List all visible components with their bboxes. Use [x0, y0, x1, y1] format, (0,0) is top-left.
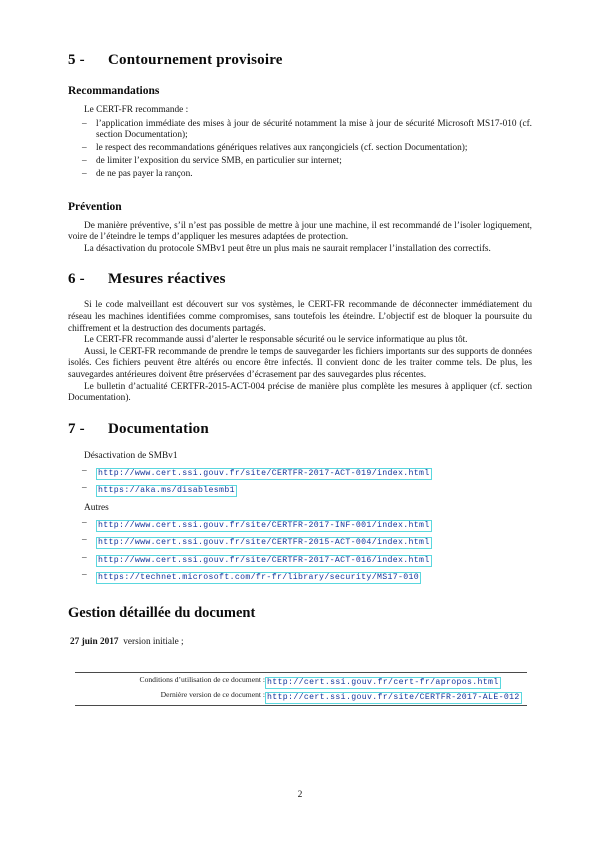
list-item: [68, 465, 532, 480]
doc-group-label-smbv1: Désactivation de SMBv1: [84, 450, 178, 461]
doc-link-list-autres: [68, 517, 532, 585]
doc-link[interactable]: https://technet.microsoft.com/fr-fr/library/security/MS17-010: [98, 573, 420, 583]
footer-link[interactable]: http://cert.ssi.gouv.fr/site/CERTFR-2017-ALE-012: [267, 693, 520, 702]
revision-date: 27 juin 2017: [70, 636, 119, 647]
doc-link[interactable]: http://www.cert.ssi.gouv.fr/site/CERTFR-2017-ACT-016/index.html: [98, 555, 430, 565]
list-item: [68, 569, 532, 584]
section-heading-mesures-reactives: [68, 271, 532, 288]
footer-bottom-rule: [75, 705, 527, 706]
footer-value: [265, 674, 527, 689]
revision-text: version initiale ;: [123, 636, 184, 647]
section-title: Mesures réactives: [108, 271, 226, 288]
footer-table: [75, 674, 527, 704]
table-row: [75, 674, 527, 689]
subsection-heading-prevention: Prévention: [68, 200, 122, 213]
recommandations-lead: Le CERT-FR recommande :: [84, 105, 189, 115]
section-number: 6 -: [68, 271, 85, 288]
doc-link[interactable]: http://www.cert.ssi.gouv.fr/site/CERTFR-2017-ACT-019/index.html: [98, 468, 430, 478]
doc-link[interactable]: https://aka.ms/disablesmb1: [98, 486, 235, 496]
subsection-heading-recommandations: Recommandations: [68, 85, 160, 97]
mesures-paragraph-4: Le bulletin d’actualité CERTFR-2015-ACT-004 précise de manière plus complète les mesures à appliquer (cf. section Documentation).: [68, 381, 532, 404]
section-heading-documentation: [68, 421, 532, 438]
footer-label: Dernière version de ce document :: [160, 690, 265, 699]
section-number: 7 -: [68, 420, 85, 437]
footer-link[interactable]: http://cert.ssi.gouv.fr/cert-fr/apropos.html: [267, 678, 499, 687]
doc-link[interactable]: http://www.cert.ssi.gouv.fr/site/CERTFR-2015-ACT-004/index.html: [98, 538, 430, 548]
prevention-paragraph-2: La désactivation du protocole SMBv1 peut être un plus mais ne saurait remplacer l’installation des correctifs.: [84, 243, 491, 254]
prevention-paragraph-1: De manière préventive, s’il n’est pas possible de mettre à jour une machine, il est recommandé de l’isoler logiquement, voire de l’éteindre le temps d’appliquer les mesures adaptées de protection.: [68, 220, 532, 243]
section-title: Documentation: [108, 420, 209, 437]
doc-link[interactable]: http://www.cert.ssi.gouv.fr/site/CERTFR-2017-INF-001/index.html: [98, 520, 430, 530]
list-item: [68, 534, 532, 549]
section-heading-gestion: Gestion détaillée du document: [68, 604, 256, 621]
mesures-paragraph-1: Si le code malveillant est découvert sur vos systèmes, le CERT-FR recommande de déconnecter immédiatement du réseau les machines identifiées comme compromises, sans toutefois les éteindre. L’objectif est de bloquer la poursuite du chiffrement et la destruction des documents partagés.: [68, 300, 532, 334]
page-footer: [75, 672, 527, 706]
table-row: [75, 689, 527, 704]
footer-label: Conditions d’utilisation de ce document :: [139, 675, 265, 684]
footer-value: [265, 689, 527, 704]
page-number: 2: [297, 790, 303, 800]
mesures-paragraph-3: Aussi, le CERT-FR recommande de prendre le temps de sauvegarder les fichiers importants sur des supports de données isolés. Ces fichiers peuvent être altérés ou encore être infectés. Il convient donc de les traiter comme tels. De plus, les sauvegardes antérieures doivent être préservées d’écrasement par des sauvegardes plus récentes.: [68, 346, 532, 380]
list-item: – l’application immédiate des mises à jour de sécurité notamment la mise à jour de sécurité Microsoft MS17-010 (cf. section Documentation);: [68, 119, 532, 142]
doc-group-label-autres: Autres: [84, 502, 109, 513]
mesures-paragraph-2: Le CERT-FR recommande aussi d’alerter le responsable sécurité ou le service informatique au plus tôt.: [84, 335, 468, 346]
recommandations-list: [68, 119, 532, 181]
list-item: – le respect des recommandations génériques relatives aux rançongiciels (cf. section Documentation);: [68, 143, 532, 155]
list-item: [68, 552, 532, 567]
list-item: [68, 482, 532, 497]
list-item: – de limiter l’exposition du service SMB, en particulier sur internet;: [68, 156, 532, 168]
section-heading-contournement: [68, 52, 532, 69]
doc-link-list-smbv1: [68, 465, 532, 498]
page-content: [68, 52, 532, 648]
footer-top-rule: [75, 672, 527, 673]
section-number: 5 -: [68, 52, 85, 68]
list-item: – de ne pas payer la rançon.: [68, 169, 532, 181]
section-title: Contournement provisoire: [108, 52, 283, 68]
document-revision-line: [68, 636, 532, 648]
list-item: [68, 517, 532, 532]
